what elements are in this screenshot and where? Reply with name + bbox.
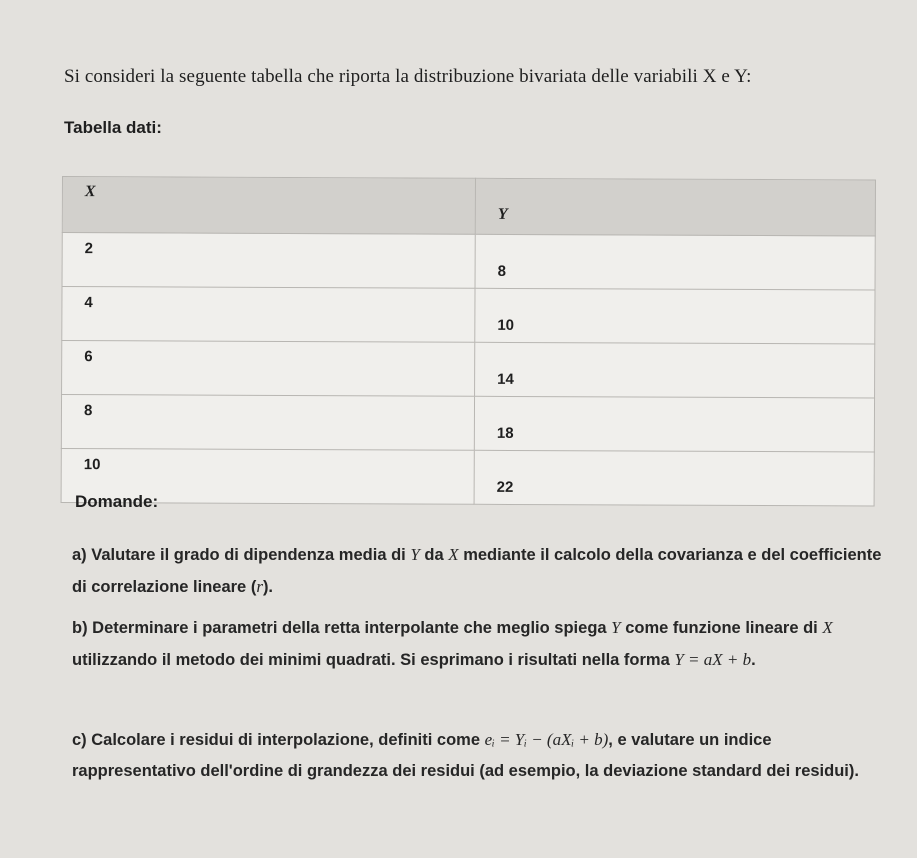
cell-x: 6 [62,341,475,397]
cell-y: 18 [474,396,874,452]
header-y: Y [475,178,875,236]
table-title: Tabella dati: [64,118,162,137]
table-row [61,395,874,453]
cell-y: 8 [475,234,875,290]
intro-text: Si consideri la seguente tabella che riporta la distribuzione bivariata delle variabili X e Y: [64,66,752,87]
question-b-var-x: X [822,618,833,637]
cell-x: 4 [62,287,475,343]
table-row [62,341,875,399]
question-b-text-before: b) Determinare i parametri della retta interpolante che meglio spiega [72,619,612,637]
question-c-formula: eᵢ = Yᵢ − (aXᵢ + b) [484,730,609,749]
cell-x: 2 [62,233,475,289]
table-header-row [62,177,875,237]
question-a-symbol: r [256,577,263,596]
cell-y: 10 [475,288,875,344]
question-a-text-mid: da [419,546,449,564]
question-b [72,612,892,676]
question-a-var-x: X [448,545,459,564]
question-c-text-before: c) Calcolare i residui di interpolazione, definiti come [72,731,485,749]
question-a [72,539,892,603]
cell-y: 22 [474,450,874,506]
question-b-text-after: utilizzando il metodo dei minimi quadrati. Si esprimano i risultati nella forma [72,651,675,669]
data-table [61,176,876,507]
questions-title: Domande: [75,492,159,511]
question-b-var-y: Y [611,618,621,637]
question-a-var-y: Y [410,545,420,564]
cell-x: 10 [61,448,474,504]
question-a-text-end: ). [262,578,274,596]
question-b-formula: Y = aX + b [674,650,752,669]
table-row [62,233,875,291]
question-b-text-end: . [751,651,756,669]
cell-x: 8 [61,395,474,451]
question-c [72,724,892,787]
question-c-text-after: , e valutare un indice rappresentativo dell'ordine di grandezza dei residui (ad esempio, la deviazione standard dei residui). [72,731,859,780]
header-x: X [62,177,475,235]
table-row [61,448,874,506]
table-row [62,287,875,345]
question-a-text-after: mediante il calcolo della covarianza e del coefficiente di correlazione lineare ( [72,546,882,596]
question-b-text-mid: come funzione lineare di [620,619,823,637]
cell-y: 14 [475,342,875,398]
question-a-text-before: a) Valutare il grado di dipendenza media di [72,546,411,564]
